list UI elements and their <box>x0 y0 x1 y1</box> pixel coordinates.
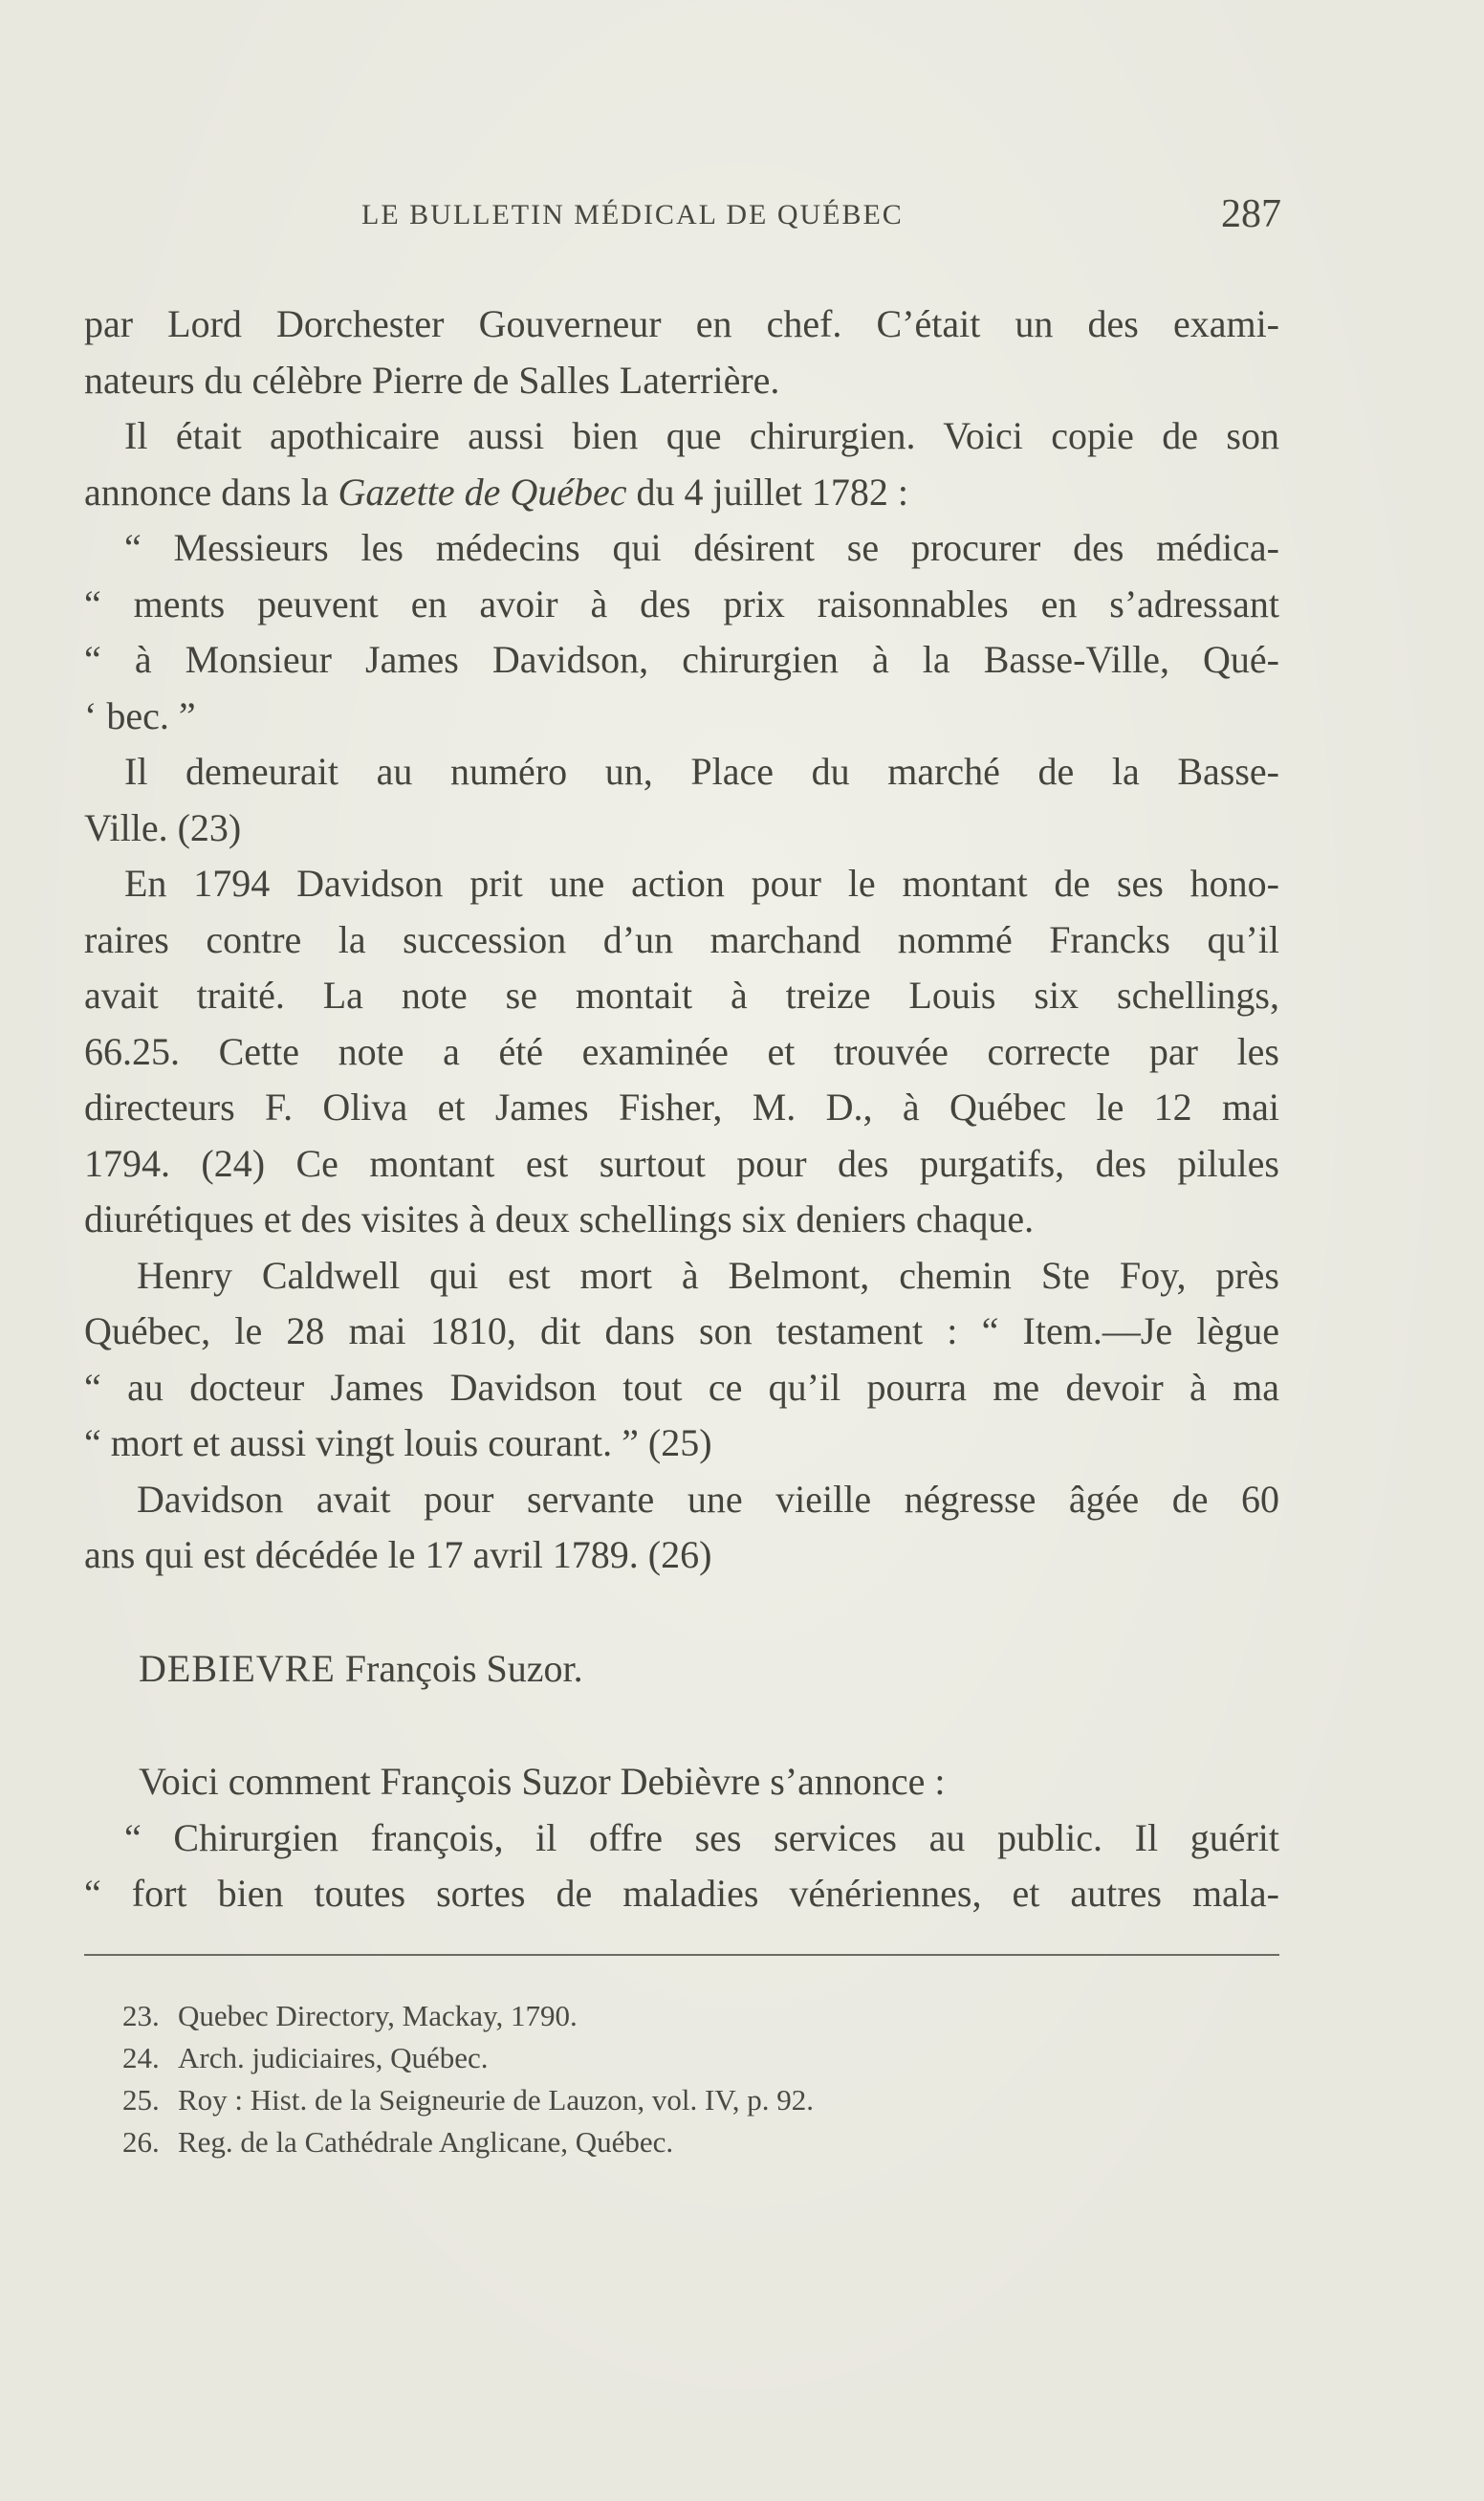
section-heading <box>84 1641 1279 1698</box>
text-line: avait traité. La note se montait à treize Louis six schellings, <box>84 974 1279 1017</box>
text-line: En 1794 Davidson prit une action pour le montant de ses hono- <box>124 862 1279 905</box>
text-line: diurétiques et des visites à deux schellings six deniers chaque. <box>84 1197 1035 1240</box>
text-line: ans qui est décédée le 17 avril 1789. (26) <box>84 1533 712 1576</box>
section-given-names: François Suzor. <box>344 1646 583 1690</box>
text-fragment: annonce dans la <box>84 470 329 514</box>
text-line <box>84 465 1279 521</box>
text-line: Henry Caldwell qui est mort à Belmont, chemin Ste Foy, près <box>137 1253 1279 1297</box>
body-text <box>84 296 1279 1922</box>
quote-line: ‘ bec. ” <box>84 693 196 737</box>
quote-line: “ Chirurgien françois, il offre ses services au public. Il guérit <box>124 1815 1279 1859</box>
footnote <box>122 1995 1174 2037</box>
footnote-number: 23. <box>122 1999 160 2032</box>
spacer <box>84 1697 1279 1754</box>
text-line: Davidson avait pour servante une vieille négresse âgée de 60 <box>137 1477 1279 1521</box>
text-fragment: du 4 juillet 1782 : <box>626 470 908 514</box>
text-line: raires contre la succession d’un marchand nommé Francks qu’il <box>84 917 1279 961</box>
text-line: 66.25. Cette note a été examinée et trouvée correcte par les <box>84 1029 1279 1073</box>
footnote <box>122 2079 1174 2121</box>
quote-line: “ Messieurs les médecins qui désirent se procurer des médica- <box>124 526 1279 569</box>
text-line: Il était apothicaire aussi bien que chirurgien. Voici copie de son <box>124 414 1279 457</box>
footnote <box>122 2121 1174 2163</box>
text-line: “ mort et aussi vingt louis courant. ” (25) <box>84 1421 712 1464</box>
section-surname: DEBIEVRE <box>139 1646 336 1690</box>
spacer <box>84 1584 1279 1641</box>
quote-line: “ fort bien toutes sortes de maladies vénériennes, et autres mala- <box>84 1872 1279 1915</box>
text-line: par Lord Dorchester Gouverneur en chef. C’était un des exami- <box>84 302 1279 345</box>
page-number: 287 <box>1221 192 1281 236</box>
text-line: Voici comment François Suzor Debièvre s’annonce : <box>139 1760 946 1803</box>
footnote-divider <box>84 1954 1279 1956</box>
text-line: 1794. (24) Ce montant est surtout pour des purgatifs, des pilules <box>84 1141 1279 1185</box>
footnote-text: Quebec Directory, Mackay, 1790. <box>178 1999 578 2032</box>
page-header <box>84 191 1291 249</box>
footnote-number: 26. <box>122 2125 160 2159</box>
text-line: Ville. (23) <box>84 805 242 849</box>
footnote <box>122 2037 1174 2079</box>
quote-line: “ à Monsieur James Davidson, chirurgien à la Basse-Ville, Qué- <box>84 638 1279 681</box>
text-line: directeurs F. Oliva et James Fisher, M. D., à Québec le 12 mai <box>84 1086 1279 1129</box>
gazette-title: Gazette de Québec <box>338 470 627 514</box>
text-line: nateurs du célèbre Pierre de Salles Laterrière. <box>84 358 780 402</box>
text-line: Il demeurait au numéro un, Place du marché de la Basse- <box>124 750 1279 793</box>
text-line: “ au docteur James Davidson tout ce qu’il pourra me devoir à ma <box>84 1365 1279 1409</box>
footnote-number: 24. <box>122 2041 160 2074</box>
running-title: LE BULLETIN MÉDICAL DE QUÉBEC <box>361 199 904 230</box>
footnote-number: 25. <box>122 2083 160 2117</box>
quote-line: “ ments peuvent en avoir à des prix raisonnables en s’adressant <box>84 581 1279 625</box>
text-line: Québec, le 28 mai 1810, dit dans son testament : “ Item.—Je lègue <box>84 1309 1279 1352</box>
footnote-text: Roy : Hist. de la Seigneurie de Lauzon, vol. IV, p. 92. <box>178 2083 814 2117</box>
footnotes <box>122 1995 1174 2163</box>
footnote-text: Reg. de la Cathédrale Anglicane, Québec. <box>178 2125 674 2159</box>
footnote-text: Arch. judiciaires, Québec. <box>178 2041 489 2074</box>
